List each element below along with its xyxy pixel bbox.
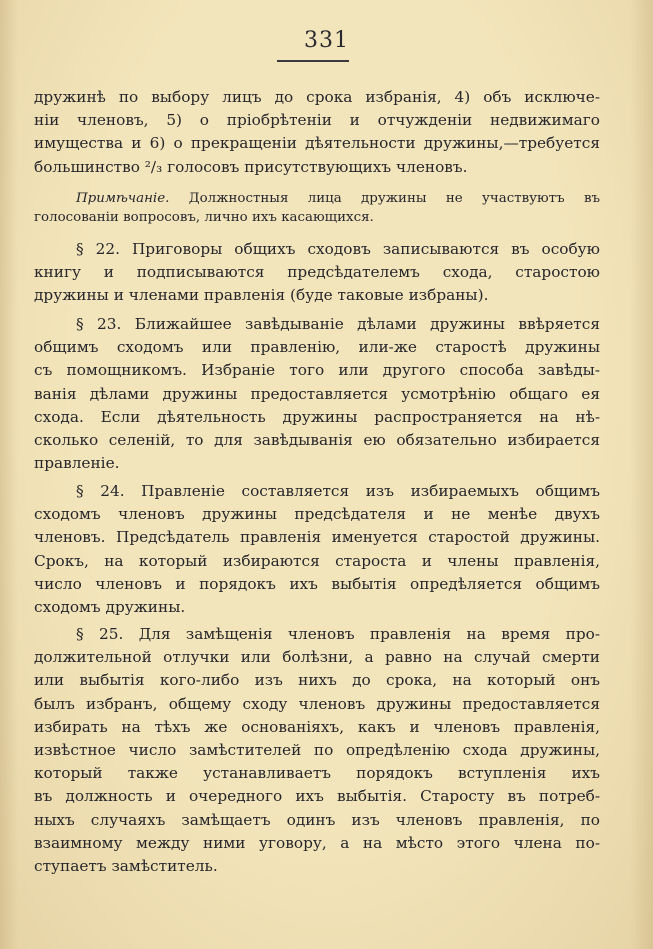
text-line: правленіе.	[34, 454, 120, 473]
note-text: Должностныя лица дружины не участвуютъ въ	[188, 191, 600, 206]
text-line: взаимному между ними уговору, а на мѣсто этого члена по-	[34, 833, 600, 852]
text-line: который также устанавливаетъ порядокъ вступленія ихъ	[34, 764, 600, 783]
note-line: голосованіи вопросовъ, лично ихъ касающихся.	[34, 210, 374, 225]
text-line: ныхъ случаяхъ замѣщаетъ одинъ изъ членовъ правленія, по	[34, 810, 600, 829]
text-line: избирать на тѣхъ же основаніяхъ, какъ и членовъ правленія,	[34, 717, 600, 736]
header-rule	[277, 60, 349, 62]
text-line: число членовъ и порядокъ ихъ выбытія опредѣляется общимъ	[34, 574, 600, 593]
text-line: § 24. Правленіе составляется изъ избираемыхъ общимъ	[76, 482, 600, 500]
note-block	[34, 189, 600, 227]
page-number: 331	[304, 28, 349, 53]
text-line: большинство ²/₃ голосовъ присутствующихъ членовъ.	[34, 157, 468, 176]
continuation-text	[34, 86, 600, 179]
text-line: сколько селеній, то для завѣдыванія ею обязательно избирается	[34, 430, 600, 449]
text-line: съ помощникомъ. Избраніе того или другого способа завѣды-	[34, 361, 600, 380]
section-25	[34, 623, 600, 878]
text-line: § 25. Для замѣщенія членовъ правленія на время про-	[76, 625, 600, 643]
text-line: сходомъ членовъ дружины предсѣдателя и не менѣе двухъ	[34, 505, 600, 524]
text-line: дружины и членами правленія (буде таковые избраны).	[34, 286, 489, 305]
text-line: Срокъ, на который избираются староста и члены правленія,	[34, 551, 600, 570]
text-line: общимъ сходомъ или правленію, или-же старостѣ дружины	[34, 338, 600, 357]
text-line: должительной отлучки или болѣзни, а равно на случай смерти	[34, 648, 600, 667]
note-label: Примѣчаніе.	[76, 191, 170, 206]
text-line: извѣстное число замѣстителей по опредѣленію схода дружины,	[34, 740, 600, 759]
text-line: книгу и подписываются предсѣдателемъ схода, старостою	[34, 263, 600, 282]
text-line: ванія дѣлами дружины предоставляется усмотрѣнію общаго ея	[34, 384, 600, 403]
text-line: въ должность и очередного ихъ выбытія. Старосту въ потреб-	[34, 787, 600, 806]
text-line: § 22. Приговоры общихъ сходовъ записываются въ особую	[76, 240, 600, 258]
text-line: сходомъ дружины.	[34, 597, 186, 616]
section-24	[34, 480, 600, 619]
text-line: дружинѣ по выбору лицъ до срока избранія, 4) объ исключе-	[34, 88, 600, 106]
text-line: ніи членовъ, 5) о пріобрѣтеніи и отчужденіи недвижимаго	[34, 111, 600, 130]
text-line: былъ избранъ, общему сходу членовъ дружины предоставляется	[34, 694, 600, 713]
note-first-line	[34, 189, 600, 208]
text-line: схода. Если дѣятельность дружины распространяется на нѣ-	[34, 407, 600, 426]
text-line: § 23. Ближайшее завѣдываніе дѣлами дружины ввѣряется	[76, 315, 600, 333]
text-line: членовъ. Предсѣдатель правленія именуется старостой дружины.	[34, 528, 600, 547]
section-22	[34, 238, 600, 308]
section-23	[34, 313, 600, 475]
text-line: имущества и 6) о прекращеніи дѣятельности дружины,—требуется	[34, 134, 600, 153]
text-line: или выбытія кого-либо изъ нихъ до срока, на который онъ	[34, 671, 600, 690]
text-line: ступаетъ замѣститель.	[34, 856, 218, 875]
